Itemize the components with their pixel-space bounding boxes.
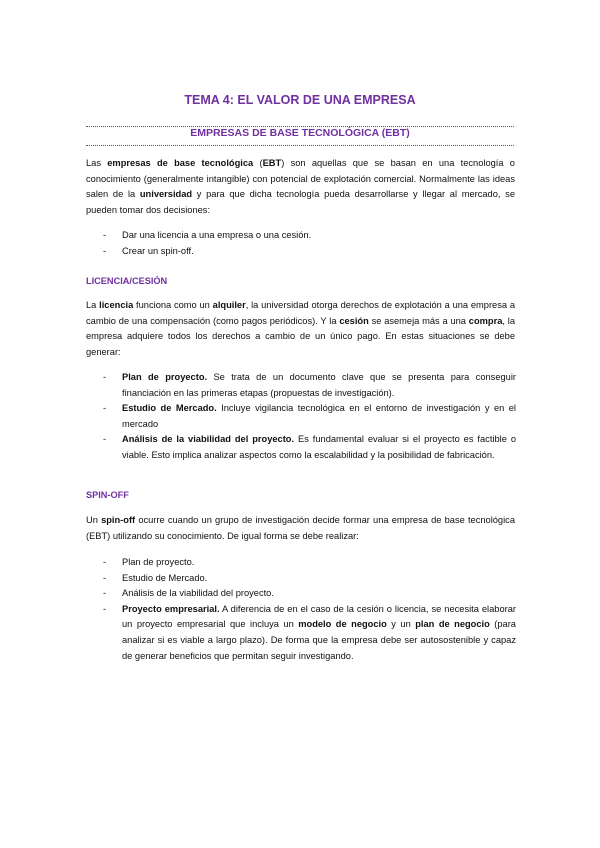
intro-paragraph: Las empresas de base tecnológica (EBT) son aquellas que se basan en una tecnología o conocimiento (generalmente intangible) con potencial de explotación comercial. Normalmente las ideas salen de la universidad y para que dicha tecnología pueda desarrollarse y llegar al mercado, se pueden tomar dos decisiones: xyxy=(86,158,515,215)
heading-spinoff: SPIN-OFF xyxy=(86,490,129,500)
page-title: TEMA 4: EL VALOR DE UNA EMPRESA xyxy=(184,93,416,107)
spinoff-paragraph: Un spin-off ocurre cuando un grupo de investigación decide formar una empresa de base tecnológica (EBT) utilizando su conocimiento. De igual forma se debe realizar: xyxy=(86,515,515,541)
section-title: EMPRESAS DE BASE TECNOLÓGICA (EBT) xyxy=(190,127,410,139)
list-item: - Crear un spin-off. xyxy=(103,245,194,256)
list-item: - Estudio de Mercado. Incluye vigilancia tecnológica en el entorno de investigación y en el mercado xyxy=(103,403,516,429)
spinoff-list xyxy=(86,555,516,664)
list-item: - Dar una licencia a una empresa o una cesión. xyxy=(103,230,312,240)
divider-bottom xyxy=(86,145,514,146)
heading-licencia: LICENCIA/CESIÓN xyxy=(86,276,168,286)
list-item: - Plan de proyecto. xyxy=(103,557,195,567)
licencia-paragraph: La licencia funciona como un alquiler, la universidad otorga derechos de explotación a una empresa a cambio de una compensación (como pagos periódicos). Y la cesión se asemeja más a una compra, la empresa adquiere todos los derechos a cambio de un único pago. En estas situaciones se debe generar: xyxy=(86,300,515,357)
list-item: - Estudio de Mercado. xyxy=(103,572,208,583)
decisions-list xyxy=(86,228,516,259)
list-item: - Análisis de la viabilidad del proyecto. xyxy=(103,588,274,599)
list-item: - Análisis de la viabilidad del proyecto. Es fundamental evaluar si el proyecto es factible o viable. Esto implica analizar aspectos como la escalabilidad y la posibilidad de fabricación. xyxy=(103,434,516,460)
licencia-list xyxy=(86,370,516,464)
list-item: - Proyecto empresarial. A diferencia de en el caso de la cesión o licencia, se necesita elaborar un proyecto empresarial que incluya un modelo de negocio y un plan de negocio (para analizar si es viable a largo plazo). De forma que la empresa debe ser autosostenible y capaz de generar beneficios que permitan seguir investigando. xyxy=(103,603,516,661)
list-item: - Plan de proyecto. Se trata de un documento clave que se presenta para conseguir financiación en las primeras etapas (propuestas de investigación). xyxy=(103,372,516,398)
